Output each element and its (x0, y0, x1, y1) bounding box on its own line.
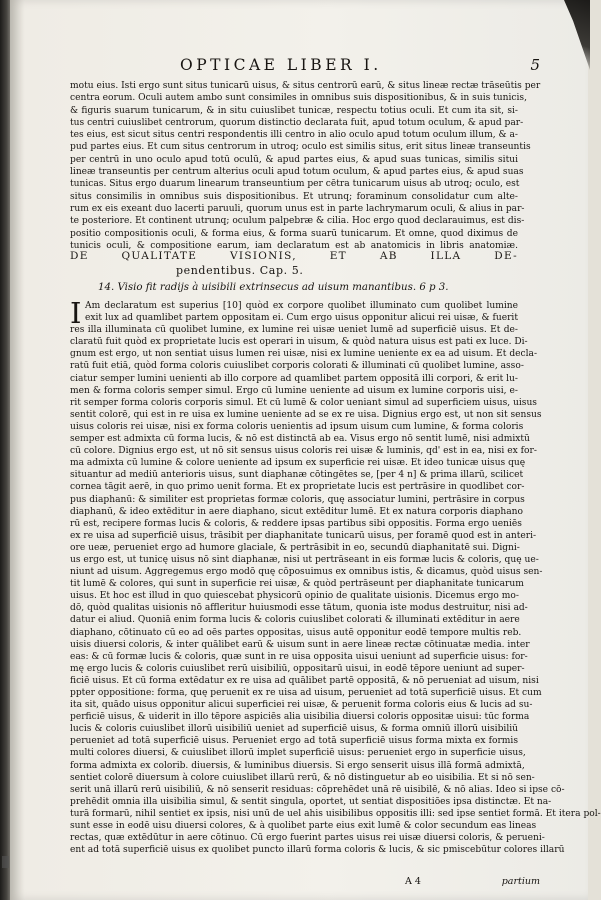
page-number: 5 (530, 56, 540, 74)
text-line: positio compositionis oculi, & forma eius, & forma suarū tunicarum. Et omne, quod diximus de (70, 228, 518, 239)
page-header (70, 56, 540, 78)
text-line: datur ei aliud. Quoniā enim forma lucis & coloris cuiuslibet colorati & illuminati extēditur in aere (70, 615, 520, 626)
text-line: multi colores diuersi, & cuiuslibet illorū implet superficiē uisus: perueniet ergo in superficie uisus, (70, 748, 526, 759)
text-line: exit lux ad quamlibet partem oppositam ei. Cum ergo uisus opponitur alicui rei uisæ, & fuerit (85, 313, 518, 324)
text-line: ex re uisa ad superficiē uisus, trāsibit per diaphanitate tunicarū uisus, per foramē quod est in anteri- (70, 530, 537, 541)
drop-cap-initial: I (70, 296, 82, 330)
text-line: men & forma coloris semper simul. Ergo cū lumine ueniente ad uisum ex lumine corporis uisi, e- (70, 385, 518, 396)
text-line: niunt ad uisum. Aggregemus ergo modō quę cōposuimus ex omnibus istis, & dicamus, quòd uisus sen- (70, 567, 543, 578)
scan-edge-mark (2, 856, 9, 868)
text-line: rum ex eis exeant duo lacerti paruuli, quorum unus est in parte lachrymarum oculi, & alius in par- (70, 203, 525, 214)
text-line: uisus coloris rei uisæ, nisi ex forma coloris uenientis ad ipsum uisum cum lumine, & forma coloris (70, 421, 524, 432)
chapter-heading-line-2: pendentibus. Cap. 5. (176, 264, 304, 277)
text-line: sentiet colorē diuersum à colore cuiuslibet illarū rerū, & nō distinguetur ab eo uisibilia. Et si nō sen- (70, 772, 535, 783)
text-line: & figuris suarum tunicarum, & in situ cuiuslibet tunicæ, respectu totius oculi. Et cum ita sit, si- (70, 105, 518, 116)
text-block-main (70, 296, 601, 856)
text-line: perficiē uisus, & uiderit in illo tēpore aspiciēs alia uisibilia diuersi coloris oppositæ uisui: tūc forma (70, 712, 530, 723)
text-line: eas: & cū formæ lucis & coloris, quæ sunt in re uisa opposita uisui ueniunt ad superficie uisus: for- (70, 651, 528, 662)
proposition-title: 14. Visio fit radijs à uisibili extrinsecus ad uisum manantibus. 6 p 3. (98, 282, 449, 293)
text-line: ent ad totā superficiē uisus ex quolibet puncto illarū forma coloris & lucis, & sic pmiscebūtur colores illarū (70, 845, 565, 856)
text-line: pud partes eius. Et cum situs centrorum in utroq; oculo est similis situs, erit situs lineæ transeuntis (70, 142, 531, 153)
text-line: pus diaphanū: & similiter est proprietas formæ coloris, quę associatur lumini, pertrāsire in corpus (70, 494, 525, 505)
chapter-heading-line-1: DE QUALITATE VISIONIS, ET AB ILLA DE- (70, 250, 518, 262)
text-line: centra eorum. Oculi autem ambo sunt consimiles in omnibus suis dispositionibus, & in suis tunicis, (70, 93, 527, 104)
text-line: semper est admixta cū forma lucis, & nō est distinctā ab ea. Visus ergo nō sentit lumē, nisi admixtū (70, 434, 530, 445)
text-line: sentit colorē, qui est in re uisa ex lumine ueniente ad se ex re uisa. Dignius ergo est, ut non sit sensus (70, 409, 542, 420)
text-line: turā formarū, nihil sentiet ex ipsis, nisi unū de uel ahis uisibilibus oppositis illi: sed ipse sentiet formā. Et itera pol- (70, 808, 601, 819)
text-line: ppter oppositione: forma, quę peruenit ex re uisa ad uisum, perueniet ad totā superficiē uisus. Et cum (70, 688, 542, 698)
text-line: claratū fuit quòd ex proprietate lucis est operari in uisum, & quòd natura uisus est pati ex luce. Di- (70, 337, 528, 348)
text-line: serit unā illarū rerū uisibiliū, & nō senserit residuas: cōprehēdet unā rē uisibilē, & nō alias. Ideo si ipse cō- (70, 784, 565, 795)
text-line: tes eius, est sicut situs centri respondentis illi centro in alio oculo apud totum oculum illum, & a- (70, 130, 518, 141)
text-line: tunicas. Situs ergo duarum linearum transeuntium per cētra tunicarum uisus ab utroq; oculo, est (70, 179, 520, 190)
text-line: tunicis oculi, & compositione earum, iam declaratum est ab anatomicis in libris anatomiæ. (70, 240, 518, 251)
text-line: diaphanū, & ideo extēditur in aere diaphano, sicut extēditur lumē. Et ex natura corporis diaphano (70, 506, 523, 517)
text-line: us ergo est, ut tunicę uisus nō sint diaphanæ, nisi ut pertrāseant in eis formæ lucis & coloris, quę ue- (70, 554, 539, 565)
text-block-top (70, 80, 541, 252)
text-line: diaphano, cōtinuato cū eo ad oēs partes oppositas, uisus autē opponitur eodē tempore multis reb. (70, 627, 522, 638)
text-line: mę ergo lucis & coloris cuiuslibet rerū uisibiliū, oppositarū uisui, in eodē tēpore ueniunt ad super- (70, 663, 525, 674)
text-line: te posteriore. Et continent utrunq; oculum palpebræ & cilia. Hoc ergo quod declarauimus, est dis- (70, 216, 525, 227)
text-line: tus centri cuiuslibet centrorum, quorum distinctio declarata fuit, apud totum oculum, & apud par- (70, 117, 524, 128)
text-line: uisis diuersi coloris, & inter quālibet earū & uisum sunt in aere lineæ rectæ cōtinuatæ media. inter (70, 639, 530, 650)
catchword: partium (501, 876, 540, 887)
text-line: ma admixta cū lumine & colore ueniente ad ipsum ex superficie rei uisæ. Et ideo tunicæ uisus quę (70, 458, 526, 469)
running-title: OPTICAE LIBER I. (180, 56, 382, 74)
text-line: ita sit, quādo uisus opponitur alicui superficiei rei uisæ, & peruenit forma coloris eius & lucis ad su- (70, 700, 533, 711)
text-line: per centrū in uno oculo apud totū oculū, & apud partes eius, & apud suas tunicas, similis situi (70, 154, 518, 165)
text-line: sunt esse in eodē uisu diuersi colores, & à quolibet parte eius exit lumē & color secundum eas lineas (70, 821, 537, 832)
text-line: situantur ad mediū anterioris uisus, sunt diaphanæ cōtingētes se, [per 4 n] & prima illarū, scilicet (70, 470, 524, 481)
text-line: Am declaratum est superius [10] quòd ex corpore quolibet illuminato cum quolibet lumine (85, 301, 518, 311)
text-line: cū colore. Dignius ergo est, ut nō sit sensus uisus coloris rei uisæ & luminis, qd' est in ea, nisi ex for- (70, 446, 537, 457)
text-line: ficiē uisus. Et cū forma extēdatur ex re uisa ad quālibet partē oppositā, & nō perueniat ad uisum, nisi (70, 675, 539, 686)
text-line: lineæ transeuntis per centrum alterius oculi apud totum oculum, & apud partes eius, & apud suas (70, 167, 524, 178)
text-line: forma admixta ex colorib. diuersis, & luminibus diuersis. Si ergo senserit uisus illā formā admixtā, (70, 760, 525, 771)
text-line: res illa illuminata cū quolibet lumine, ex lumine rei uisæ ueniet lumē ad superficiē uisus. Et de- (70, 325, 518, 336)
text-line: prehēdit omnia illa uisibilia simul, & sentit singula, oportet, ut sentiat dispositiōes ipsa distinctæ. Et na- (70, 796, 552, 807)
text-line: rectas, quæ extēdūtur in aere cōtinuo. Cū ergo fuerint partes uisus rei uisæ diuersi coloris, & perueni- (70, 833, 545, 844)
text-line: rū est, recipere formas lucis & coloris, & reddere ipsas partibus sibi oppositis. Forma ergo ueniēs (70, 518, 522, 529)
text-line: ore ueæ, perueniet ergo ad humore glaciale, & pertrāsibit in eo, secundū diaphanitatē sui. Digni- (70, 542, 520, 553)
chapter-heading (70, 249, 518, 278)
text-line: ciatur semper lumini uenienti ab illo corpore ad quamlibet partem oppositā illi corpori, & erit lu- (70, 373, 518, 384)
text-line: ratū fuit etiā, quòd forma coloris cuiuslibet corporis colorati & illuminati cū quolibet lumine, asso- (70, 361, 524, 372)
text-line: uisus. Et hoc est illud in quo quiescebat physicorū opinio de qualitate uisionis. Dicemus ergo mo- (70, 591, 519, 602)
text-line: situs consimilis in omnibus suis dispositionibus. Et utrunq; foraminum consolidatur cum alte- (70, 191, 518, 202)
text-line: dō, quòd qualitas uisionis nō affleritur huiusmodi esse tātum, quonia iste modus destruitur, nisi ad- (70, 603, 528, 614)
text-line: tit lumē & colores, qui sunt in superficie rei uisæ, & quòd pertrāseunt per diaphanitate tunicarum (70, 579, 524, 590)
text-line: rit semper forma coloris corporis simul. Et cū lumē & color ueniant simul ad superficiem uisus, uisus (70, 397, 537, 408)
text-line: gnum est ergo, ut non sentiat uisus lumen rei uisæ, nisi ex lumine ueniente ex ea ad uisum. Et decla- (70, 349, 538, 360)
text-line: lucis & coloris cuiuslibet illorū uisibiliū ueniet ad superficiē uisus, & forma omniū illorū uisibiliū (70, 724, 518, 735)
text-line: motu eius. Isti ergo sunt situs tunicarū uisus, & situs centrorū earū, & situs lineæ rectæ trāseūtis per (70, 81, 541, 91)
signature-mark: A 4 (405, 876, 421, 887)
text-line: cornea tāgit aerē, in quo primo uenit forma. Et ex proprietate lucis est pertrāsire in quodlibet cor- (70, 482, 525, 493)
text-line: perueniet ad totā superficiē uisus. Perueniet ergo ad totā superficiē uisus forma mixta ex formis (70, 736, 518, 747)
page-footer (70, 876, 540, 890)
